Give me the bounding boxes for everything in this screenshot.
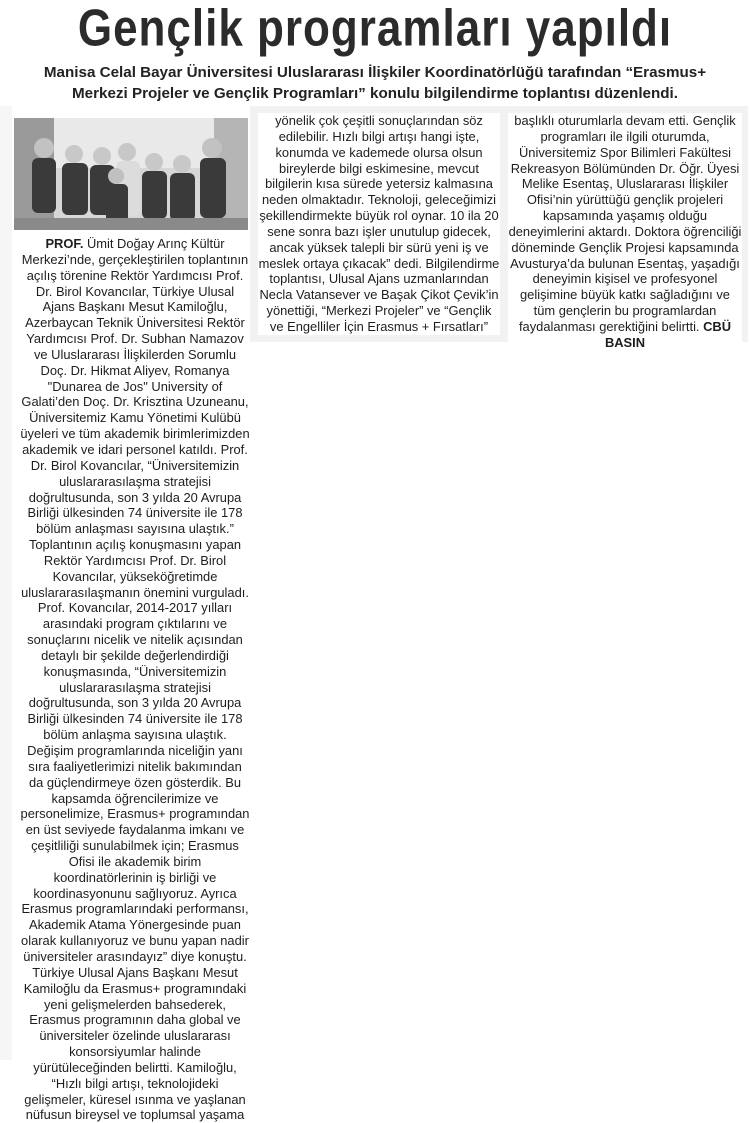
article-column-1 <box>20 236 250 1123</box>
subheadline: Manisa Celal Bayar Üniversitesi Uluslararası İlişkiler Koordinatörlüğü tarafından “Erasmus+ Merkezi Projeler ve Gençlik Programları” konulu bilgilendirme toplantısı düzenlendi. <box>43 64 707 102</box>
left-margin-shade <box>0 106 12 1060</box>
article-column-3 <box>508 113 742 351</box>
article-body-3: başlıklı oturumlarla devam etti. Gençlik programları ile ilgili oturumda, Üniversitemiz Spor Bilimleri Fakültesi Rekreasyon Bölümünden Dr. Öğr. Üyesi Melike Esentaş, Uluslararası İlişkiler Ofisi’nin yürüttüğü gençlik projeleri kapsamında yaşamış olduğu deneyimlerini aktardı. Doktora öğrenciliği döneminde Gençlik Projesi kapsamında Avusturya’da bulunan Esentaş, yaşadığı deneyimin kişisel ve profesyonel gelişimine büyük katkı sağladığını ve tüm gençlerin bu programlardan faydalanması gerektiğini belirtti. <box>508 113 742 334</box>
article-column-2 <box>258 113 500 335</box>
article-lead: PROF. <box>45 236 84 251</box>
article-paragraph-3 <box>508 113 742 351</box>
group-photo <box>14 118 248 230</box>
article-signature: CBÜ BASIN <box>604 318 732 350</box>
article-paragraph-1 <box>20 236 250 1123</box>
headline: Gençlik programları yapıldı <box>77 0 673 58</box>
article-body-1: Ümit Doğay Arınç Kültür Merkezi’nde, gerçekleştirilen toplantının açılış törenine Rektör Yardımcısı Prof. Dr. Birol Kovancılar, Türkiye Ulusal Ajans Başkanı Mesut Kamiloğlu, Azerbaycan Teknik Üniversitesi Rektör Yardımcısı Prof. Dr. Subhan Namazov ve Uluslararası İlişkilerden Sorumlu Doç. Dr. Hikmat Aliyev, Romanya "Dunarea de Jos" University of Galati’den Doç. Dr. Krisztina Uzuneanu, Üniversitemiz Kamu Yönetimi Kulübü üyeleri ve tüm akademik birimlerimizden akademik ve idari personel katıldı. Prof. Dr. Birol Kovancılar, “Üniversitemizin uluslararasılaşma stratejisi doğrultusunda, son 3 yılda 20 Avrupa Birliği ülkesinden 74 üniversite ile 178 bölüm anlaşması sayısına ulaştık.” Toplantının açılış konuşmasını yapan Rektör Yardımcısı Prof. Dr. Birol Kovancılar, yükseköğretimde uluslararasılaşmanın önemini vurguladı. Prof. Kovancılar, 2014-2017 yılları arasındaki program çıktılarını ve sonuçlarını nicelik ve nitelik açısından detaylı bir şekilde değerlendirdiği konuşmasında, “Üniversitemizin uluslararasılaşma stratejisi doğrultusunda, son 3 yılda 20 Avrupa Birliği ülkesinden 74 üniversite ile 178 bölüm anlaşma sayısına ulaştık. Değişim programlarında niceliğin yanı sıra faaliyetlerimizi nitelik bakımından da güçlendirmeye özen gösterdik. Bu kapsamda öğrencilerimize ve personelimize, Erasmus+ programından en üst seviyede faydalanma imkanı ve çeşitliliği sunulabilmek için; Erasmus Ofisi ile akademik birim koordinatörlerinin iş birliği ve koordinasyonunu sağlıyoruz. Ayrıca Erasmus programlarındaki performansı, Akademik Atama Yönergesinde puan olarak kullanıyoruz ve bunu yapan nadir üniversiteler arasındayız” diye konuştu. Türkiye Ulusal Ajans Başkanı Mesut Kamiloğlu da Erasmus+ programındaki yeni gelişmelerden bahsederek, Erasmus programının daha global ve üniversiteler özelinde uluslararası konsorsiyumlar halinde yürütüleceğinden belirtti. Kamiloğlu, “Hızlı bilgi artışı, teknolojideki gelişmeler, küresel ısınma ve yaşlanan nüfusun bireysel ve toplumsal yaşama <box>20 236 250 1123</box>
article-body-2: yönelik çok çeşitli sonuçlarından söz edilebilir. Hızlı bilgi artışı hangi işte, konumda ve kademede olursa olsun bireylerde bilgi eskimesine, mevcut bilgilerin kısa sürede yetersiz kalmasına neden olmaktadır. Teknoloji, geleceğimizi şekillendirmekte büyük rol oynar. 10 ila 20 sene sonra bazı işler unutulup gidecek, ancak yüksek talepli bir sürü yeni iş ve meslek ortaya çıkacak” dedi. Bilgilendirme toplantısı, Ulusal Ajans uzmanlarından Necla Vatansever ve Başak Çikot Çevik’in yönettiği, “Merkezi Projeler” ve “Gençlik ve Engelliler İçin Erasmus + Fırsatları” <box>258 113 500 334</box>
group-photo-icon <box>14 118 248 230</box>
